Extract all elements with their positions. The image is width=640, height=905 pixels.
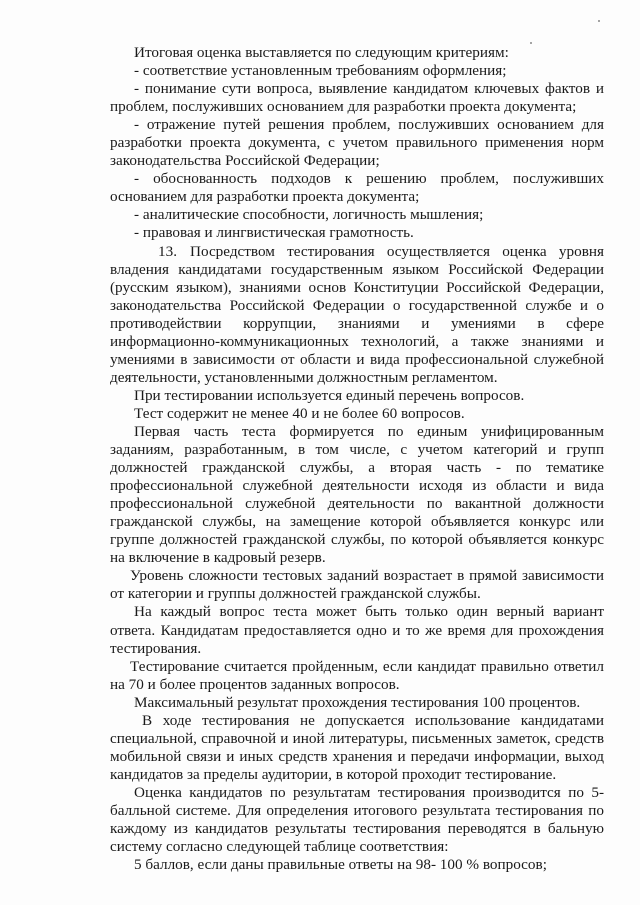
paragraph: Максимальный результат прохождения тестирования 100 процентов.: [134, 693, 581, 711]
paragraph: При тестировании используется единый перечень вопросов.: [134, 386, 525, 404]
paragraph: Оценка кандидатов по результатам тестирования производится по 5-балльной системе. Для определения итогового результата тестирования по каждому из кандидатов результаты тестирования переводятся в бальную систему согласно следующей таблице соответствия:: [110, 783, 604, 856]
document-body: [110, 44, 604, 874]
criteria-item: - обоснованность подходов к решению проблем, послуживших основанием для разработки проекта документа;: [110, 170, 604, 206]
item-13-text: Посредством тестирования осуществляется оценка уровня владения кандидатами государственным языком Российской Федерации (русским языком), знаниями основ Конституции Российской Федерации, законодательства Российской Федерации о государственной службе и о противодействии коррупции, знаниями и умениями в сфере информационно-коммуникационных технологий, а также знаниями и умениями в зависимости от области и вида профессиональной служебной деятельности, установленными должностным регламентом.: [110, 242, 604, 386]
paragraph: Тестирование считается пройденным, если кандидат правильно ответил на 70 и более процентов заданных вопросов.: [110, 657, 604, 693]
criteria-item: - отражение путей решения проблем, послуживших основанием для разработки проекта документа, с учетом правильного применения норм законодательства Российской Федерации;: [110, 116, 604, 170]
criteria-item: - понимание сути вопроса, выявление кандидатом ключевых фактов и проблем, послуживших основанием для разработки проекта документа;: [110, 80, 604, 116]
item-13-paragraph: [110, 243, 604, 387]
criteria-item: - аналитические способности, логичность мышления;: [134, 206, 484, 224]
paragraph: Уровень сложности тестовых заданий возрастает в прямой зависимости от категории и группы должностей гражданской службы.: [110, 567, 604, 603]
criteria-item: - соответствие установленным требованиям оформления;: [134, 62, 507, 80]
paragraph: 5 баллов, если даны правильные ответы на 98- 100 % вопросов;: [134, 856, 547, 874]
paragraph: На каждый вопрос теста может быть только один верный вариант ответа. Кандидатам предоставляется одно и то же время для прохождения тестирования.: [110, 603, 604, 657]
scan-speck: [598, 20, 600, 22]
item-13-number: 13.: [158, 242, 177, 260]
criteria-intro: Итоговая оценка выставляется по следующим критериям:: [134, 44, 509, 61]
paragraph: Тест содержит не менее 40 и не более 60 вопросов.: [134, 404, 465, 422]
paragraph: Первая часть теста формируется по единым унифицированным заданиям, разработанным, в том числе, с учетом категорий и групп должностей гражданской службы, а вторая часть - по тематике профессиональной служебной деятельности исходя из области и вида профессиональной служебной деятельности по вакантной должности гражданской службы, на замещение которой объявляется конкурс или группе должностей гражданской службы, по которой объявляется конкурс на включение в кадровый резерв.: [110, 422, 604, 567]
criteria-item: - правовая и лингвистическая грамотность.: [134, 224, 414, 242]
paragraph: В ходе тестирования не допускается использование кандидатами специальной, справочной и иной литературы, письменных заметок, средств мобильной связи и иных средств хранения и передачи информации, выход кандидатов за пределы аудитории, в которой проходит тестирование.: [110, 711, 604, 783]
